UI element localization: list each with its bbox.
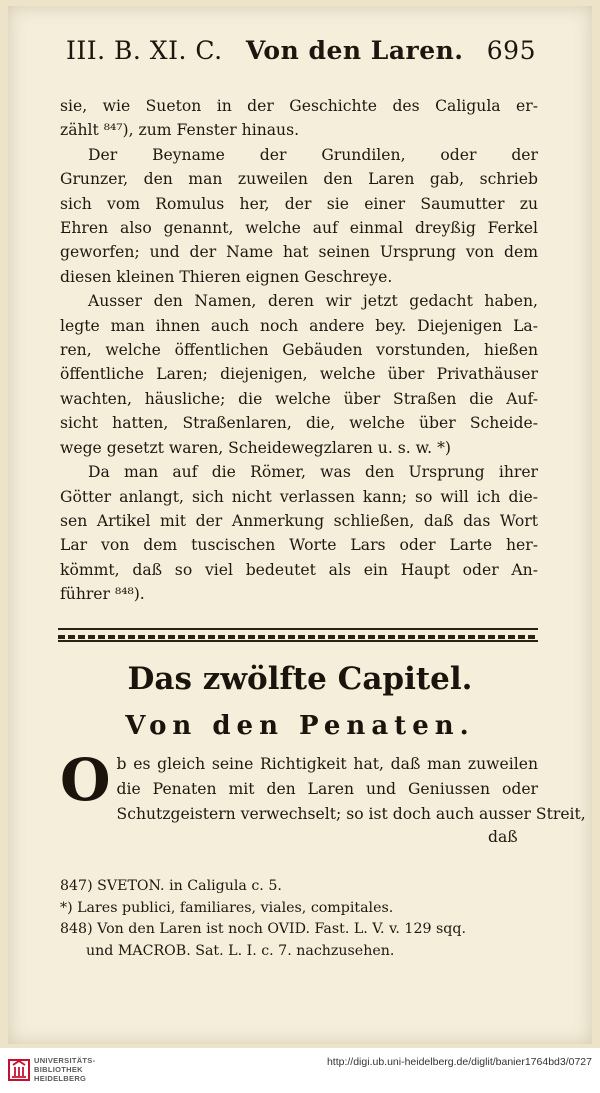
section-marker: III. B. XI. C.	[66, 36, 223, 65]
library-logo-icon	[8, 1057, 30, 1083]
text-line: öffentliche Laren; diejenigen, welche über Privathäuser	[60, 365, 538, 384]
text-line: sich vom Romulus her, der sie einer Saumutter zu	[60, 194, 538, 213]
text-line: sicht hatten, Straßenlaren, die, welche über Scheide-	[60, 414, 538, 433]
permalink-url[interactable]: http://digi.ub.uni-heidelberg.de/diglit/banier1764bd3/0727	[326, 1056, 592, 1068]
text-line: Schutzgeistern verwechselt; so ist doch auch ausser Streit,	[116, 805, 586, 823]
footnote: 847) SVETON. in Caligula c. 5.	[60, 878, 282, 894]
footnote: und MACROB. Sat. L. I. c. 7. nachzusehen.	[86, 942, 395, 959]
text-line: geworfen; und der Name hat seinen Ursprung von dem	[60, 243, 538, 262]
text-line: b es gleich seine Richtigkeit hat, daß man zuweilen	[116, 755, 538, 773]
chapter-title: Das zwölfte Capitel.	[127, 661, 473, 697]
text-line: Da man auf die Römer, was den Ursprung ihrer	[88, 463, 538, 482]
text-line: Lar von dem tuscischen Worte Lars oder Larte her-	[60, 536, 538, 555]
text-line: diesen kleinen Thieren eignen Geschreye.	[60, 267, 393, 286]
text-line: sen Artikel mit der Anmerkung schließen, daß das Wort	[60, 511, 538, 530]
viewer-footer	[0, 1048, 600, 1093]
footnote: *) Lares publici, familiares, viales, compitales.	[60, 899, 394, 916]
chapter-subtitle: Von den Penaten.	[125, 711, 475, 741]
text-line: zählt ⁸⁴⁷), zum Fenster hinaus.	[60, 121, 300, 140]
text-line: sie, wie Sueton in der Geschichte des Caligula er-	[60, 97, 538, 115]
page-number: 695	[486, 36, 536, 65]
ornamental-rule	[58, 628, 538, 642]
text-line: Der Beyname der Grundilen, oder der	[88, 145, 538, 164]
footnote: 848) Von den Laren ist noch OVID. Fast. L. V. v. 129 sqq.	[60, 921, 466, 937]
text-line: legte man ihnen auch noch andere bey. Diejenigen La-	[60, 316, 538, 335]
text-line: wege gesetzt waren, Scheidewegzlaren u. s. w. *)	[60, 438, 451, 457]
running-head	[66, 36, 536, 65]
text-line: Ausser den Namen, deren wir jetzt gedacht haben,	[88, 292, 538, 311]
text-line: die Penaten mit den Laren und Geniussen oder	[116, 780, 538, 798]
drop-capital: O	[60, 746, 111, 814]
book-page	[8, 6, 592, 1044]
body-text	[60, 94, 538, 607]
text-line: Götter anlangt, sich nicht verlassen kann; so will ich die-	[60, 487, 538, 506]
text-line: Grunzer, den man zuweilen den Laren gab, schrieb	[60, 170, 538, 189]
catchword: daß	[488, 828, 518, 846]
text-line: ren, welche öffentlichen Gebäuden vorstunden, hießen	[60, 341, 538, 360]
text-line: führer ⁸⁴⁸).	[60, 585, 145, 604]
footnotes	[60, 876, 538, 962]
text-line: kömmt, daß so viel bedeutet als ein Haupt oder An-	[60, 560, 538, 579]
text-line: wachten, häusliche; die welche über Straßen die Auf-	[60, 389, 538, 408]
chapter-text	[60, 746, 586, 827]
library-name: UNIVERSITÄTS- BIBLIOTHEK HEIDELBERG	[34, 1056, 96, 1083]
running-title: Von den Laren.	[245, 36, 464, 65]
text-line: Ehren also genannt, welche auf einmal dreyßig Ferkel	[60, 219, 538, 238]
